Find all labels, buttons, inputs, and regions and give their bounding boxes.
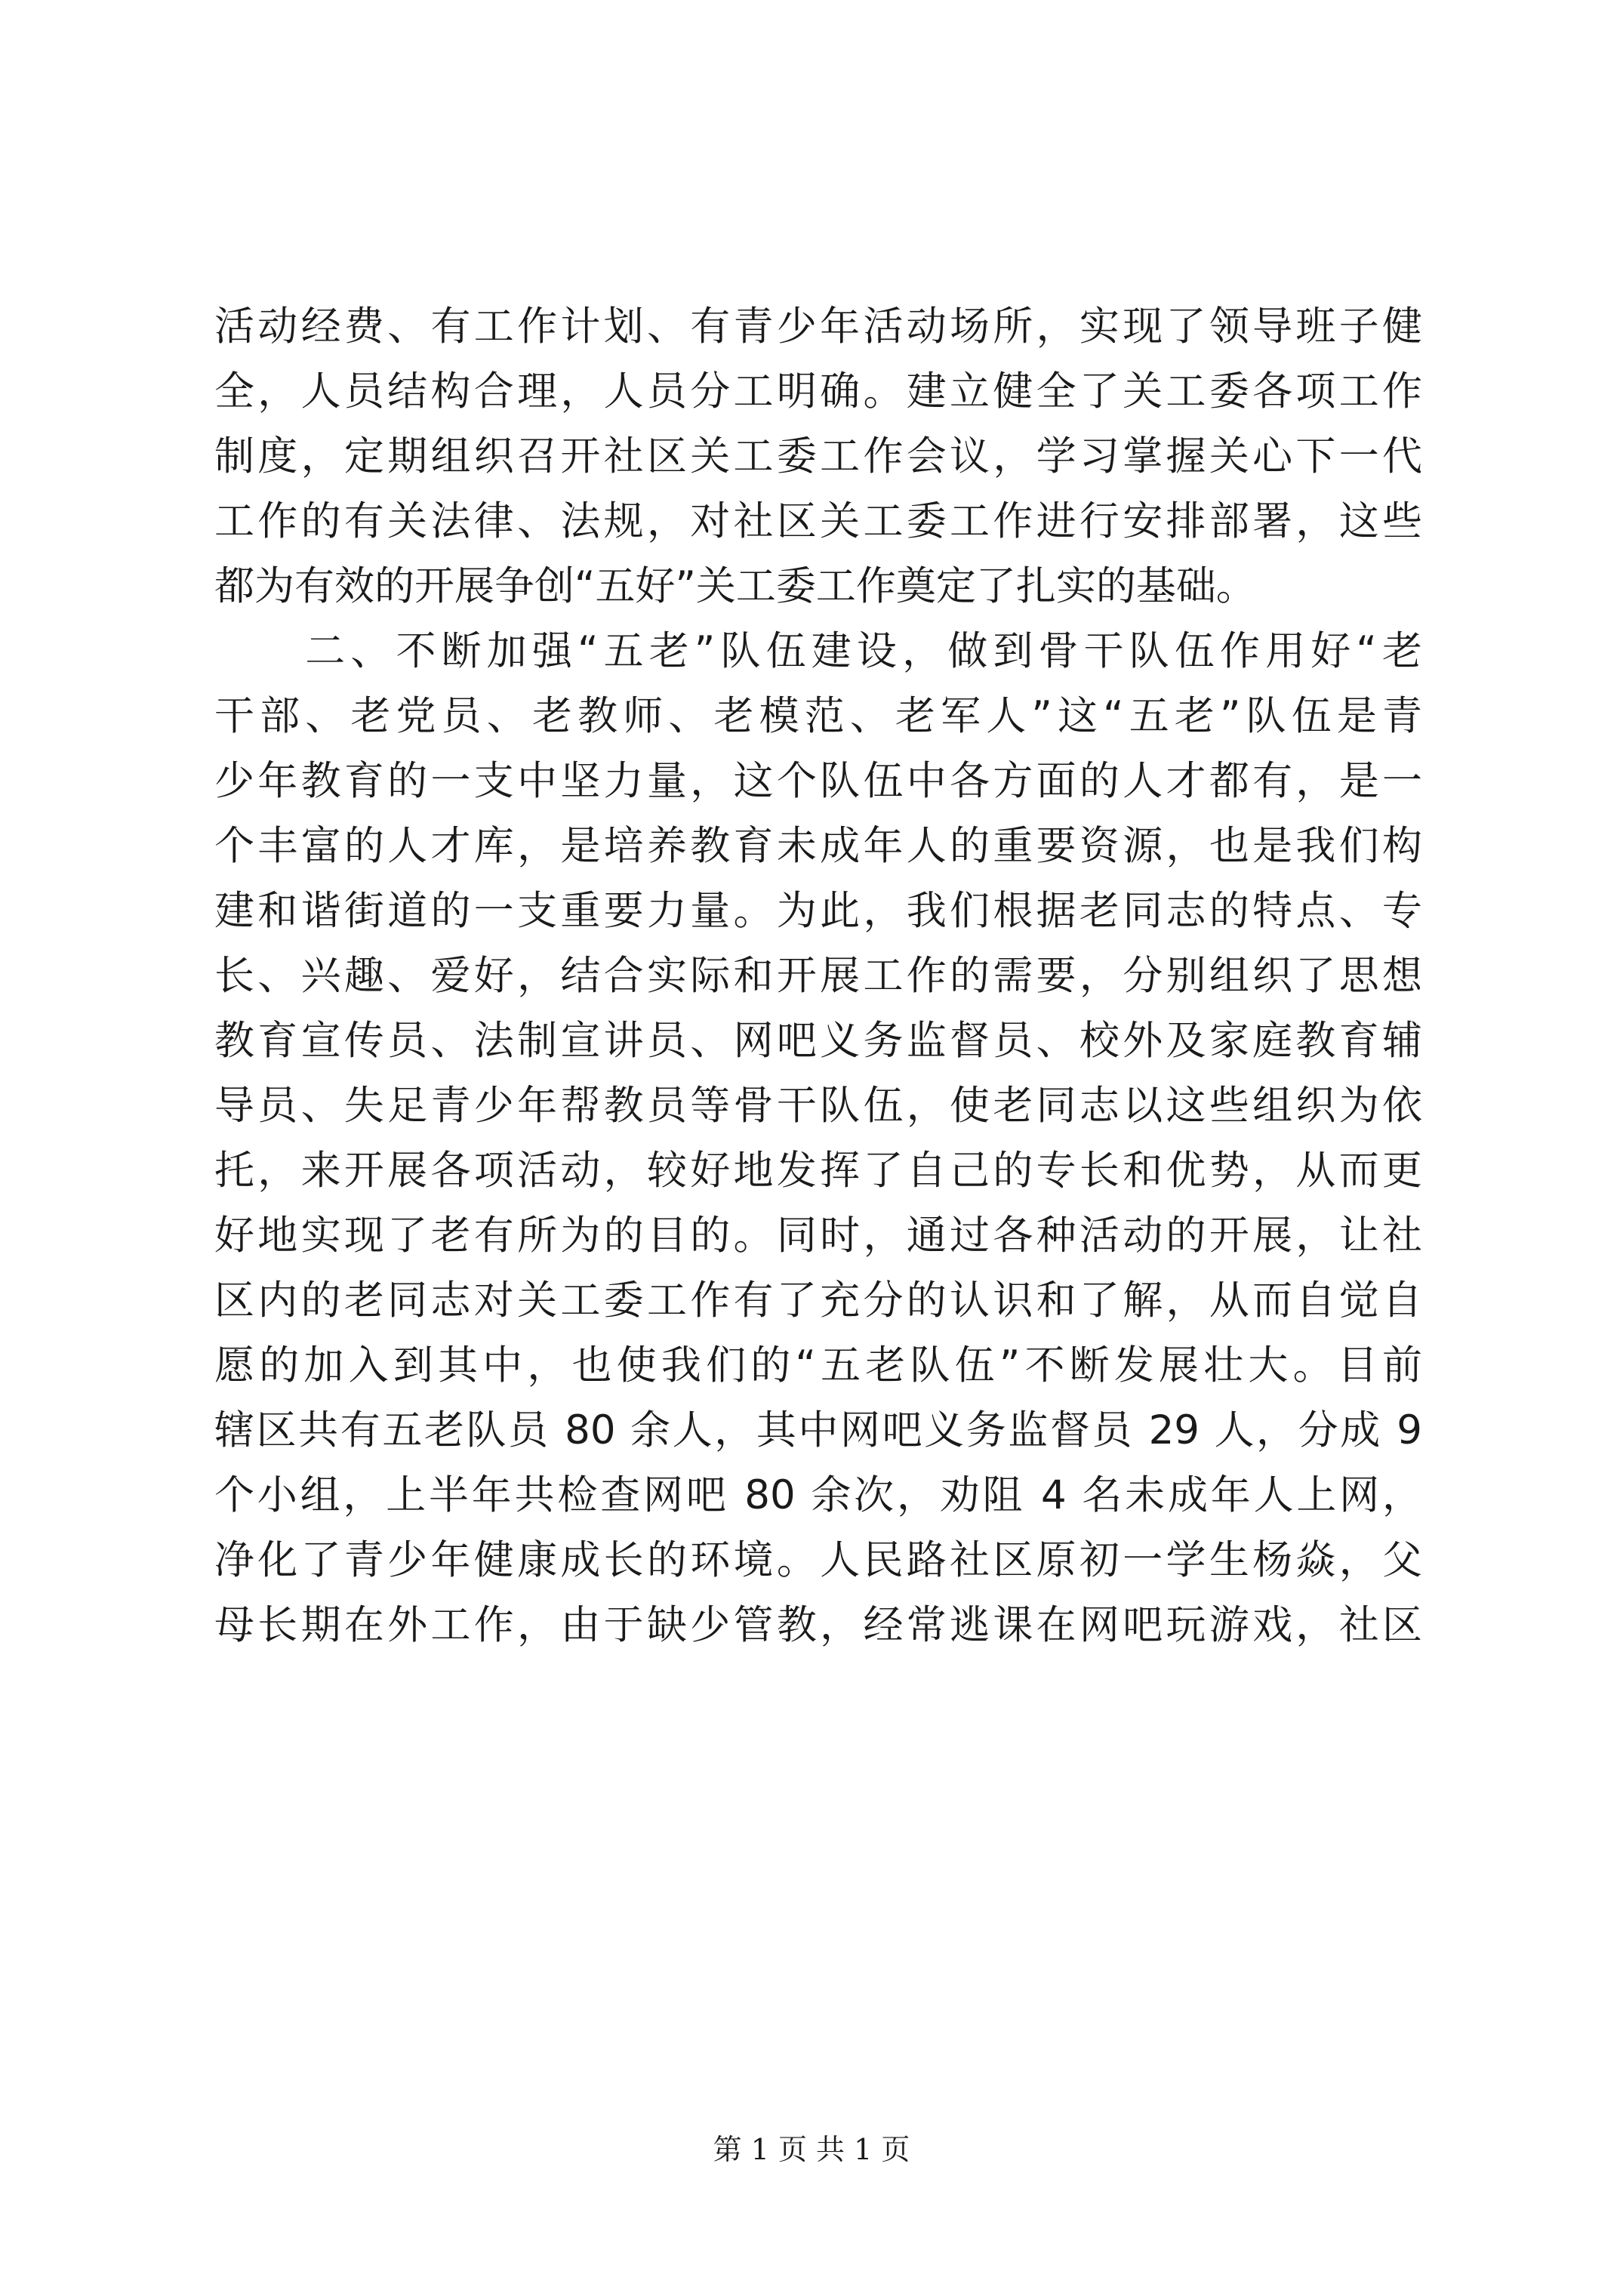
text-line: 全，人员结构合理，人员分工明确。建立健全了关工委各项工作: [214, 368, 1422, 415]
text-line: 二、不断加强“五老”队伍建设，做到骨干队伍作用好“老: [214, 628, 1422, 674]
text-line: 干部、老党员、老教师、老模范、老军人”这“五老”队伍是青: [214, 693, 1422, 739]
text-line: 辖区共有五老队员 80 余人，其中网吧义务监督员 29 人，分成 9: [214, 1407, 1422, 1453]
text-line: 制度，定期组织召开社区关工委工作会议，学习掌握关心下一代: [214, 433, 1422, 479]
text-line: 活动经费、有工作计划、有青少年活动场所，实现了领导班子健: [214, 304, 1422, 350]
text-line: 个丰富的人才库，是培养教育未成年人的重要资源，也是我们构: [214, 823, 1422, 869]
page-number-footer: 第 1 页 共 1 页: [713, 2133, 910, 2166]
text-line: 工作的有关法律、法规，对社区关工委工作进行安排部署，这些: [214, 498, 1422, 544]
text-line: 好地实现了老有所为的目的。同时，通过各种活动的开展，让社: [214, 1213, 1422, 1259]
text-line: 教育宣传员、法制宣讲员、网吧义务监督员、校外及家庭教育辅: [214, 1018, 1422, 1064]
text-line: 托，来开展各项活动，较好地发挥了自己的专长和优势，从而更: [214, 1148, 1422, 1194]
text-line: 少年教育的一支中坚力量，这个队伍中各方面的人才都有，是一: [214, 758, 1422, 804]
body-text: [214, 294, 1422, 1658]
text-line: 导员、失足青少年帮教员等骨干队伍，使老同志以这些组织为依: [214, 1083, 1422, 1129]
text-line: 建和谐街道的一支重要力量。为此，我们根据老同志的特点、专: [214, 888, 1422, 934]
text-line: 愿的加入到其中，也使我们的“五老队伍”不断发展壮大。目前: [214, 1342, 1422, 1388]
text-line: 个小组，上半年共检查网吧 80 余次，劝阻 4 名未成年人上网，: [214, 1472, 1422, 1518]
text-line: 母长期在外工作，由于缺少管教，经常逃课在网吧玩游戏，社区: [214, 1602, 1422, 1648]
text-line: 都为有效的开展争创“五好”关工委工作奠定了扎实的基础。: [214, 563, 1256, 609]
text-line: 区内的老同志对关工委工作有了充分的认识和了解，从而自觉自: [214, 1277, 1422, 1324]
text-line: 长、兴趣、爱好，结合实际和开展工作的需要，分别组织了思想: [214, 953, 1422, 999]
text-line: 净化了青少年健康成长的环境。人民路社区原初一学生杨焱，父: [214, 1537, 1422, 1583]
